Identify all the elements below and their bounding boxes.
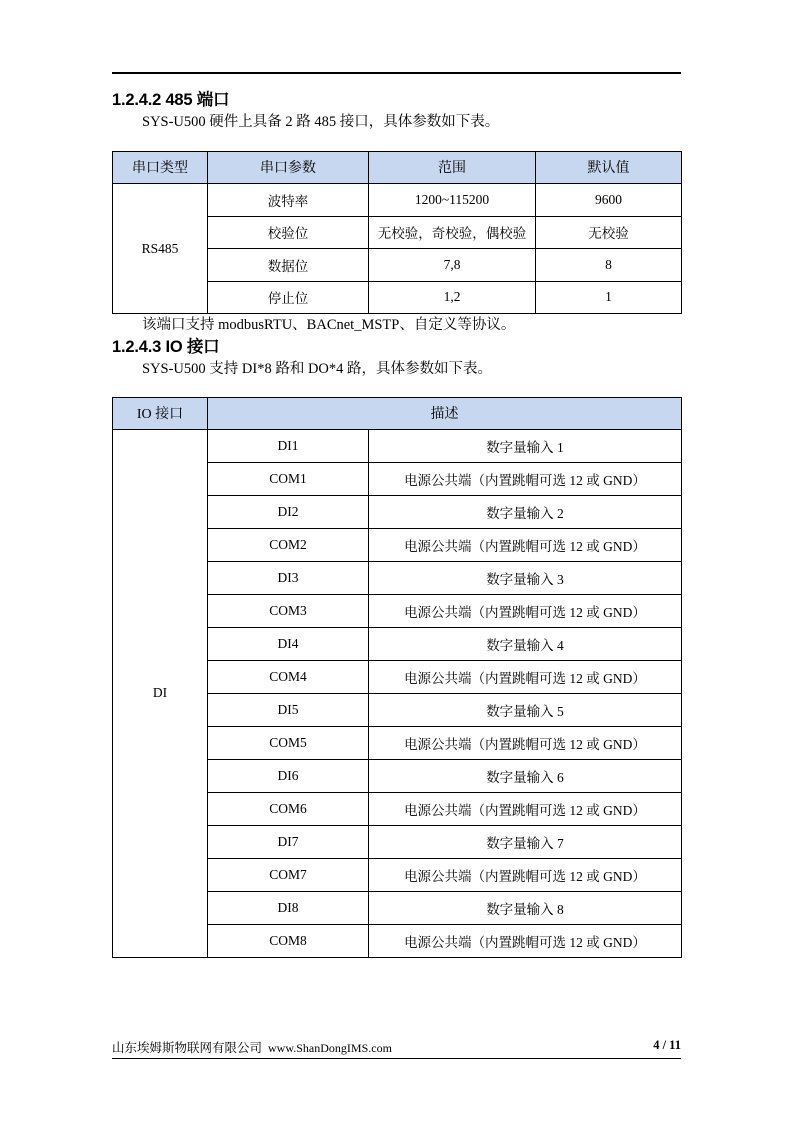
running-header-rule — [112, 72, 681, 74]
table-header-row — [113, 151, 682, 183]
column-header-description: 描述 — [208, 397, 682, 429]
column-header-serial-param: 串口参数 — [208, 151, 369, 183]
cell-range-baudrate: 1200~115200 — [369, 183, 536, 216]
column-header-default: 默认值 — [536, 151, 682, 183]
cell-range-stopbits: 1,2 — [369, 281, 536, 314]
table-header-row — [113, 397, 682, 429]
section-heading-io: 1.2.4.3 IO 接口 — [112, 337, 220, 356]
cell-pin-di1: DI1 — [208, 429, 369, 462]
column-header-io-interface: IO 接口 — [113, 397, 208, 429]
cell-desc-di3: 数字量输入 3 — [369, 561, 682, 594]
cell-param-databits: 数据位 — [208, 249, 369, 282]
cell-default-baudrate: 9600 — [536, 183, 682, 216]
cell-desc-com7: 电源公共端（内置跳帽可选 12 或 GND） — [369, 858, 682, 891]
cell-pin-di3: DI3 — [208, 561, 369, 594]
footer-company-name: 山东埃姆斯物联网有限公司 — [112, 1041, 263, 1055]
cell-pin-com8: COM8 — [208, 924, 369, 957]
cell-desc-com5: 电源公共端（内置跳帽可选 12 或 GND） — [369, 726, 682, 759]
column-header-range: 范围 — [369, 151, 536, 183]
cell-pin-com6: COM6 — [208, 792, 369, 825]
page-title: 1.2.4.2 485 端口 — [112, 91, 230, 109]
cell-desc-com2: 电源公共端（内置跳帽可选 12 或 GND） — [369, 528, 682, 561]
cell-desc-com1: 电源公共端（内置跳帽可选 12 或 GND） — [369, 462, 682, 495]
table-row — [113, 429, 682, 462]
cell-pin-di6: DI6 — [208, 759, 369, 792]
cell-desc-com4: 电源公共端（内置跳帽可选 12 或 GND） — [369, 660, 682, 693]
cell-pin-com7: COM7 — [208, 858, 369, 891]
cell-desc-di4: 数字量输入 4 — [369, 627, 682, 660]
cell-desc-di8: 数字量输入 8 — [369, 891, 682, 924]
cell-serial-type-rs485: RS485 — [113, 183, 208, 313]
cell-desc-com6: 电源公共端（内置跳帽可选 12 或 GND） — [369, 792, 682, 825]
cell-pin-di2: DI2 — [208, 495, 369, 528]
footer-website: www.ShanDongIMS.com — [268, 1041, 392, 1055]
footer-company-block — [112, 1038, 392, 1056]
page-footer — [112, 1038, 681, 1064]
section-io-intro-text: SYS-U500 支持 DI*8 路和 DO*4 路，具体参数如下表。 — [142, 361, 493, 378]
cell-pin-com4: COM4 — [208, 660, 369, 693]
cell-param-parity: 校验位 — [208, 216, 369, 249]
io-interface-table — [112, 397, 682, 958]
cell-pin-di5: DI5 — [208, 693, 369, 726]
cell-range-parity: 无校验，奇校验，偶校验 — [369, 216, 536, 249]
cell-pin-di4: DI4 — [208, 627, 369, 660]
cell-param-baudrate: 波特率 — [208, 183, 369, 216]
cell-pin-di8: DI8 — [208, 891, 369, 924]
serial-port-parameters-table — [112, 151, 682, 314]
footer-page-number: 4 / 11 — [653, 1038, 681, 1052]
cell-default-parity: 无校验 — [536, 216, 682, 249]
cell-pin-di7: DI7 — [208, 825, 369, 858]
document-content — [112, 90, 681, 958]
cell-desc-di7: 数字量输入 7 — [369, 825, 682, 858]
cell-default-stopbits: 1 — [536, 281, 682, 314]
cell-desc-di2: 数字量输入 2 — [369, 495, 682, 528]
cell-pin-com5: COM5 — [208, 726, 369, 759]
section-485-protocol-text: 该端口支持 modbusRTU、BACnet_MSTP、自定义等协议。 — [142, 317, 516, 334]
cell-range-databits: 7,8 — [369, 249, 536, 282]
footer-rule — [112, 1058, 681, 1059]
cell-desc-com8: 电源公共端（内置跳帽可选 12 或 GND） — [369, 924, 682, 957]
cell-param-stopbits: 停止位 — [208, 281, 369, 314]
cell-desc-di1: 数字量输入 1 — [369, 429, 682, 462]
cell-desc-di6: 数字量输入 6 — [369, 759, 682, 792]
column-header-serial-type: 串口类型 — [113, 151, 208, 183]
cell-desc-di5: 数字量输入 5 — [369, 693, 682, 726]
cell-default-databits: 8 — [536, 249, 682, 282]
cell-desc-com3: 电源公共端（内置跳帽可选 12 或 GND） — [369, 594, 682, 627]
section-485-intro-text: SYS-U500 硬件上具备 2 路 485 接口，具体参数如下表。 — [142, 114, 500, 131]
cell-pin-com2: COM2 — [208, 528, 369, 561]
cell-pin-com1: COM1 — [208, 462, 369, 495]
cell-io-group-di: DI — [113, 429, 208, 957]
cell-pin-com3: COM3 — [208, 594, 369, 627]
table-row — [113, 183, 682, 216]
